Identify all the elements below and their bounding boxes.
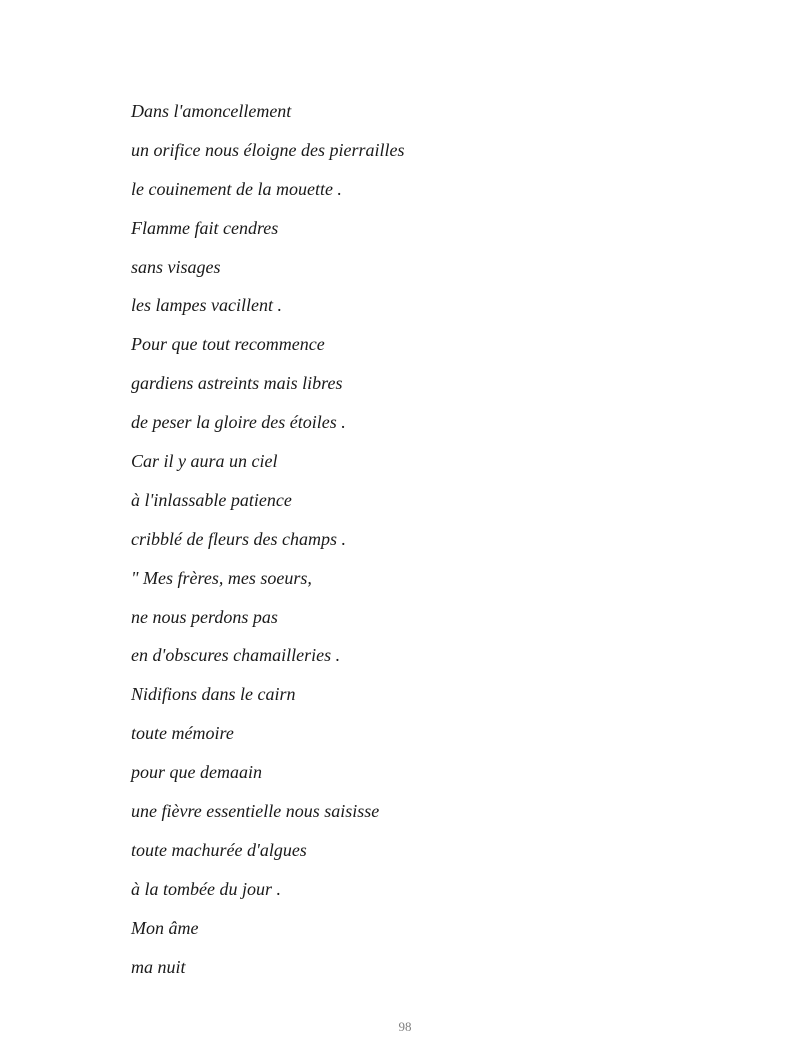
poem-line: de peser la gloire des étoiles . [131, 412, 346, 433]
poem-line: en d'obscures chamailleries . [131, 645, 341, 666]
poem-line: à la tombée du jour . [131, 878, 281, 899]
poem-line: toute mémoire [131, 723, 234, 744]
poem-line: ne nous perdons pas [131, 606, 278, 627]
poem-line: les lampes vacillent . [131, 295, 282, 316]
poem-line: Car il y aura un ciel [131, 451, 278, 472]
poem-line: Flamme fait cendres [131, 217, 279, 238]
poem-line: pour que demaain [131, 762, 262, 783]
poem-line: Nidifions dans le cairn [131, 684, 296, 705]
poem-line: à l'inlassable patience [131, 489, 292, 510]
poem-line: sans visages [131, 256, 221, 277]
poem-line: un orifice nous éloigne des pierrailles [131, 139, 405, 160]
poem-line: " Mes frères, mes soeurs, [131, 567, 312, 588]
poem-line: le couinement de la mouette . [131, 178, 342, 199]
poem-line: gardiens astreints mais libres [131, 373, 343, 394]
poem-body [131, 99, 404, 993]
poem-line: toute machurée d'algues [131, 839, 307, 860]
poem-line: ma nuit [131, 956, 186, 977]
poem-line: Pour que tout recommence [131, 334, 325, 355]
poem-line: Mon âme [131, 917, 199, 938]
poem-line: Dans l'amoncellement [131, 101, 292, 121]
page-number: 98 [398, 1019, 412, 1034]
poem-line: cribblé de fleurs des champs . [131, 528, 346, 549]
poem-line: une fièvre essentielle nous saisisse [131, 801, 380, 822]
